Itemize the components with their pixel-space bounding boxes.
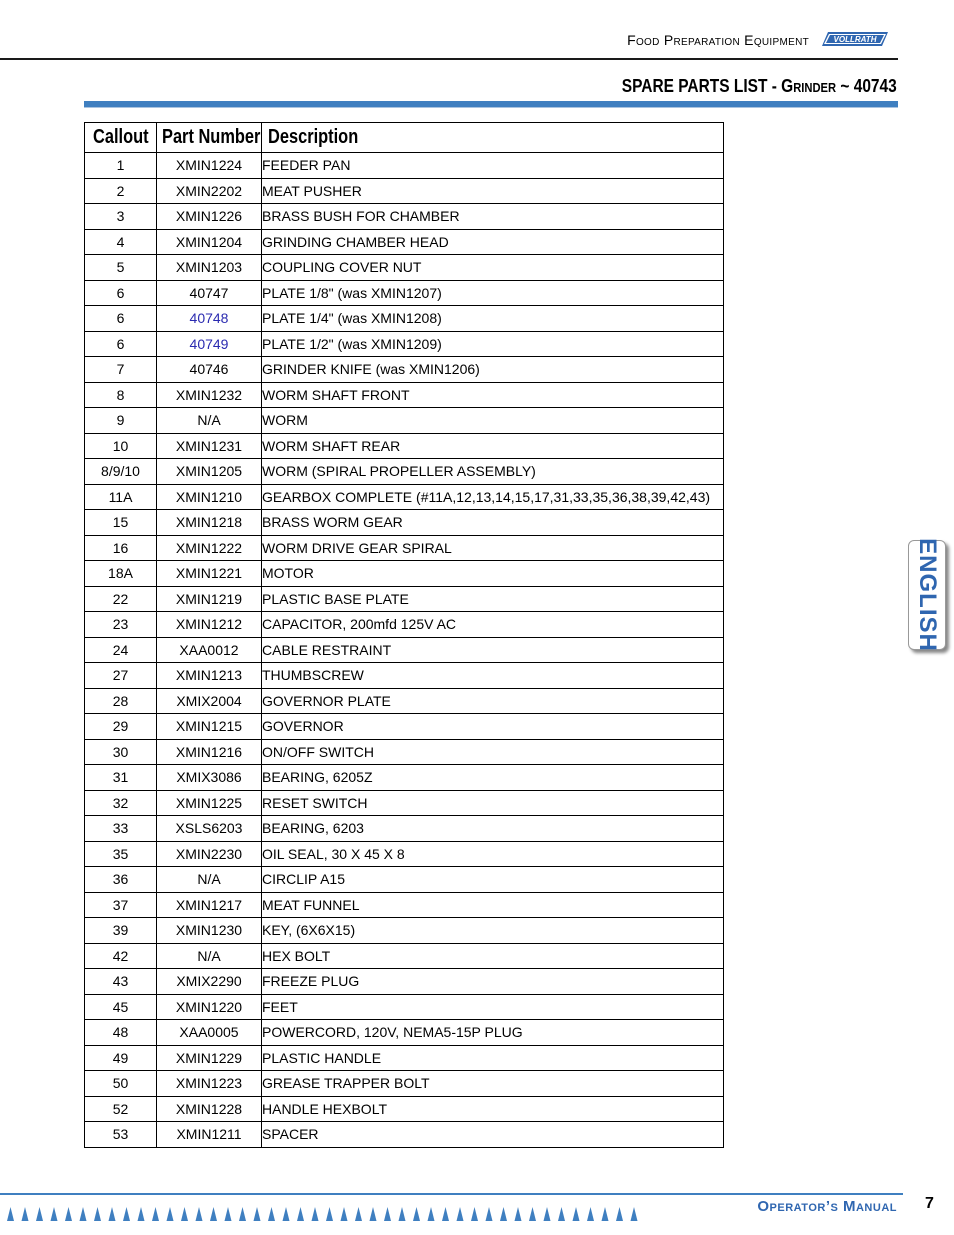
footer-triangle (355, 1207, 362, 1221)
section-title (622, 76, 897, 97)
table-row (85, 612, 724, 638)
title-main: SPARE PARTS LIST - (622, 76, 782, 96)
callout-cell: 18A (85, 561, 157, 587)
callout-cell: 9 (85, 408, 157, 434)
table-row (85, 1045, 724, 1071)
callout-cell: 6 (85, 331, 157, 357)
callout-cell: 6 (85, 280, 157, 306)
footer-triangle (283, 1207, 290, 1221)
description-cell: PLATE 1/8" (was XMIN1207) (262, 280, 724, 306)
table-row (85, 841, 724, 867)
part-number-cell: XMIN1216 (157, 739, 262, 765)
part-number-cell: XMIN1229 (157, 1045, 262, 1071)
callout-cell: 22 (85, 586, 157, 612)
description-cell: FEEDER PAN (262, 153, 724, 179)
description-cell: COUPLING COVER NUT (262, 255, 724, 281)
part-number-cell: XMIN1220 (157, 994, 262, 1020)
part-number-cell: XMIN1211 (157, 1122, 262, 1148)
description-cell: BEARING, 6203 (262, 816, 724, 842)
callout-cell: 48 (85, 1020, 157, 1046)
table-row (85, 943, 724, 969)
footer-triangle (254, 1207, 261, 1221)
footer-triangle (529, 1207, 536, 1221)
description-cell: CAPACITOR, 200mfd 125V AC (262, 612, 724, 638)
description-cell: WORM DRIVE GEAR SPIRAL (262, 535, 724, 561)
part-number-cell: XMIN2230 (157, 841, 262, 867)
description-cell: HANDLE HEXBOLT (262, 1096, 724, 1122)
callout-cell: 31 (85, 765, 157, 791)
table-row (85, 867, 724, 893)
table-row (85, 255, 724, 281)
table-row (85, 969, 724, 995)
part-number-cell: XMIN1205 (157, 459, 262, 485)
part-number-cell: XSLS6203 (157, 816, 262, 842)
table-row (85, 306, 724, 332)
callout-cell: 37 (85, 892, 157, 918)
callout-cell: 4 (85, 229, 157, 255)
description-cell: BRASS WORM GEAR (262, 510, 724, 536)
description-cell: HEX BOLT (262, 943, 724, 969)
footer-triangle (268, 1207, 275, 1221)
footer-triangle (486, 1207, 493, 1221)
part-number-cell: XMIN1224 (157, 153, 262, 179)
part-number-cell: N/A (157, 867, 262, 893)
table-row (85, 714, 724, 740)
title-bar (84, 101, 898, 107)
part-number-cell: XMIN1204 (157, 229, 262, 255)
table-row (85, 1122, 724, 1148)
callout-cell: 39 (85, 918, 157, 944)
footer-triangle (138, 1207, 145, 1221)
part-number-cell: XMIN1219 (157, 586, 262, 612)
part-number-cell: 40747 (157, 280, 262, 306)
part-number-cell: XMIN1231 (157, 433, 262, 459)
table-row (85, 892, 724, 918)
part-number-cell: XMIX2004 (157, 688, 262, 714)
table-row (85, 153, 724, 179)
callout-cell: 10 (85, 433, 157, 459)
callout-cell: 27 (85, 663, 157, 689)
table-row (85, 204, 724, 230)
callout-cell: 8/9/10 (85, 459, 157, 485)
description-cell: WORM SHAFT FRONT (262, 382, 724, 408)
brand-name: VOLLRATH (833, 35, 877, 44)
part-number-cell: XMIN1225 (157, 790, 262, 816)
description-cell: PLATE 1/4" (was XMIN1208) (262, 306, 724, 332)
callout-cell: 15 (85, 510, 157, 536)
footer-triangle (631, 1207, 638, 1221)
description-cell: MEAT FUNNEL (262, 892, 724, 918)
description-cell: CIRCLIP A15 (262, 867, 724, 893)
part-number-cell: XMIN1223 (157, 1071, 262, 1097)
footer-triangle (471, 1207, 478, 1221)
header-description: Description (262, 123, 724, 153)
description-cell: FREEZE PLUG (262, 969, 724, 995)
callout-cell: 11A (85, 484, 157, 510)
footer-triangle (500, 1207, 507, 1221)
description-cell: BEARING, 6205Z (262, 765, 724, 791)
footer-triangle (7, 1207, 14, 1221)
footer-triangle (399, 1207, 406, 1221)
callout-cell: 35 (85, 841, 157, 867)
callout-cell: 32 (85, 790, 157, 816)
table-row (85, 357, 724, 383)
table-row (85, 994, 724, 1020)
vollrath-logo-icon (820, 28, 890, 50)
callout-cell: 8 (85, 382, 157, 408)
footer-triangle (297, 1207, 304, 1221)
language-tab-label: ENGLISH (914, 538, 941, 652)
table-row (85, 178, 724, 204)
description-cell: FEET (262, 994, 724, 1020)
description-cell: GEARBOX COMPLETE (#11A,12,13,14,15,17,31,33,35,36,38,39,42,43) (262, 484, 724, 510)
spare-parts-table (84, 122, 724, 1148)
description-cell: BRASS BUSH FOR CHAMBER (262, 204, 724, 230)
part-number-cell: N/A (157, 408, 262, 434)
description-cell: MOTOR (262, 561, 724, 587)
page-number: 7 (925, 1195, 934, 1212)
table-row (85, 739, 724, 765)
part-number-cell: XMIN1213 (157, 663, 262, 689)
callout-cell: 36 (85, 867, 157, 893)
part-number-cell: XMIN1212 (157, 612, 262, 638)
language-tab[interactable] (908, 540, 946, 650)
description-cell: GRINDING CHAMBER HEAD (262, 229, 724, 255)
footer-triangle (413, 1207, 420, 1221)
part-number-cell: 40746 (157, 357, 262, 383)
footer-triangle (196, 1207, 203, 1221)
description-cell: POWERCORD, 120V, NEMA5-15P PLUG (262, 1020, 724, 1046)
description-cell: GOVERNOR (262, 714, 724, 740)
header-callout: Callout (85, 123, 157, 153)
table-header-row (85, 123, 724, 153)
callout-cell: 33 (85, 816, 157, 842)
footer-triangle (80, 1207, 87, 1221)
part-number-cell: XMIN1217 (157, 892, 262, 918)
callout-cell: 45 (85, 994, 157, 1020)
table-row (85, 1096, 724, 1122)
part-number-cell: XMIN1226 (157, 204, 262, 230)
table-row (85, 280, 724, 306)
callout-cell: 1 (85, 153, 157, 179)
footer-rule (0, 1193, 903, 1195)
table-row (85, 382, 724, 408)
callout-cell: 43 (85, 969, 157, 995)
footer-triangle (123, 1207, 130, 1221)
footer-triangle (36, 1207, 43, 1221)
footer-triangle (573, 1207, 580, 1221)
footer-triangle (167, 1207, 174, 1221)
callout-cell: 53 (85, 1122, 157, 1148)
footer-triangle (457, 1207, 464, 1221)
footer-triangle (587, 1207, 594, 1221)
callout-cell: 24 (85, 637, 157, 663)
part-number-cell: XMIN1222 (157, 535, 262, 561)
header-label: Food Preparation Equipment (627, 32, 809, 48)
description-cell: PLASTIC BASE PLATE (262, 586, 724, 612)
part-number-cell: XMIX3086 (157, 765, 262, 791)
table-row (85, 408, 724, 434)
callout-cell: 2 (85, 178, 157, 204)
table-row (85, 918, 724, 944)
description-cell: ON/OFF SWITCH (262, 739, 724, 765)
part-number-cell: XMIN1230 (157, 918, 262, 944)
part-number-cell: XAA0012 (157, 637, 262, 663)
footer-triangle (326, 1207, 333, 1221)
part-number-cell: XMIX2290 (157, 969, 262, 995)
part-number-cell: XMIN1218 (157, 510, 262, 536)
table-row (85, 765, 724, 791)
footer-triangle (558, 1207, 565, 1221)
callout-cell: 6 (85, 306, 157, 332)
callout-cell: 3 (85, 204, 157, 230)
description-cell: SPACER (262, 1122, 724, 1148)
header-part-number: Part Number (157, 123, 262, 153)
description-cell: KEY, (6X6X15) (262, 918, 724, 944)
table-row (85, 561, 724, 587)
callout-cell: 23 (85, 612, 157, 638)
footer-triangle (210, 1207, 217, 1221)
part-number-cell: XMIN1203 (157, 255, 262, 281)
part-number-cell: XMIN1232 (157, 382, 262, 408)
footer-triangle (442, 1207, 449, 1221)
callout-cell: 16 (85, 535, 157, 561)
table-row (85, 510, 724, 536)
footer-label: Operator’s Manual (757, 1198, 897, 1215)
description-cell: RESET SWITCH (262, 790, 724, 816)
footer-triangle (341, 1207, 348, 1221)
footer-triangle (428, 1207, 435, 1221)
table-row (85, 816, 724, 842)
callout-cell: 42 (85, 943, 157, 969)
table-row (85, 535, 724, 561)
callout-cell: 30 (85, 739, 157, 765)
footer-triangle (616, 1207, 623, 1221)
part-number-cell: XAA0005 (157, 1020, 262, 1046)
footer-triangle (109, 1207, 116, 1221)
table-row (85, 1020, 724, 1046)
callout-cell: 5 (85, 255, 157, 281)
header-rule (0, 58, 898, 60)
callout-cell: 28 (85, 688, 157, 714)
description-cell: GREASE TRAPPER BOLT (262, 1071, 724, 1097)
callout-cell: 29 (85, 714, 157, 740)
description-cell: WORM (SPIRAL PROPELLER ASSEMBLY) (262, 459, 724, 485)
footer-triangle (51, 1207, 58, 1221)
description-cell: CABLE RESTRAINT (262, 637, 724, 663)
footer-triangle (312, 1207, 319, 1221)
callout-cell: 50 (85, 1071, 157, 1097)
footer-triangle (239, 1207, 246, 1221)
part-number-cell: XMIN2202 (157, 178, 262, 204)
description-cell: THUMBSCREW (262, 663, 724, 689)
table-row (85, 688, 724, 714)
table-row (85, 229, 724, 255)
part-number-cell: XMIN1228 (157, 1096, 262, 1122)
table-row (85, 663, 724, 689)
footer-triangle (602, 1207, 609, 1221)
part-number-cell: XMIN1221 (157, 561, 262, 587)
table-row (85, 790, 724, 816)
part-number-cell: N/A (157, 943, 262, 969)
footer-triangle (225, 1207, 232, 1221)
table-row (85, 1071, 724, 1097)
table-row (85, 586, 724, 612)
table-row (85, 433, 724, 459)
callout-cell: 7 (85, 357, 157, 383)
part-number-cell: XMIN1210 (157, 484, 262, 510)
part-number-cell: 40748 (157, 306, 262, 332)
footer-triangle (370, 1207, 377, 1221)
callout-cell: 49 (85, 1045, 157, 1071)
triangle-row-icon (6, 1206, 646, 1222)
description-cell: GOVERNOR PLATE (262, 688, 724, 714)
callout-cell: 52 (85, 1096, 157, 1122)
footer-triangle (94, 1207, 101, 1221)
description-cell: WORM SHAFT REAR (262, 433, 724, 459)
description-cell: WORM (262, 408, 724, 434)
title-model: ~ 40743 (836, 76, 897, 96)
footer-triangle (152, 1207, 159, 1221)
description-cell: PLASTIC HANDLE (262, 1045, 724, 1071)
description-cell: GRINDER KNIFE (was XMIN1206) (262, 357, 724, 383)
part-number-cell: XMIN1215 (157, 714, 262, 740)
description-cell: OIL SEAL, 30 X 45 X 8 (262, 841, 724, 867)
description-cell: PLATE 1/2" (was XMIN1209) (262, 331, 724, 357)
footer-triangle (181, 1207, 188, 1221)
table-row (85, 484, 724, 510)
footer-triangle (515, 1207, 522, 1221)
table-row (85, 637, 724, 663)
footer-triangle (22, 1207, 29, 1221)
table-row (85, 459, 724, 485)
table-row (85, 331, 724, 357)
title-sub: Grinder (781, 76, 837, 96)
footer-triangle (384, 1207, 391, 1221)
footer-triangle (65, 1207, 72, 1221)
footer-triangle (544, 1207, 551, 1221)
part-number-cell: 40749 (157, 331, 262, 357)
description-cell: MEAT PUSHER (262, 178, 724, 204)
